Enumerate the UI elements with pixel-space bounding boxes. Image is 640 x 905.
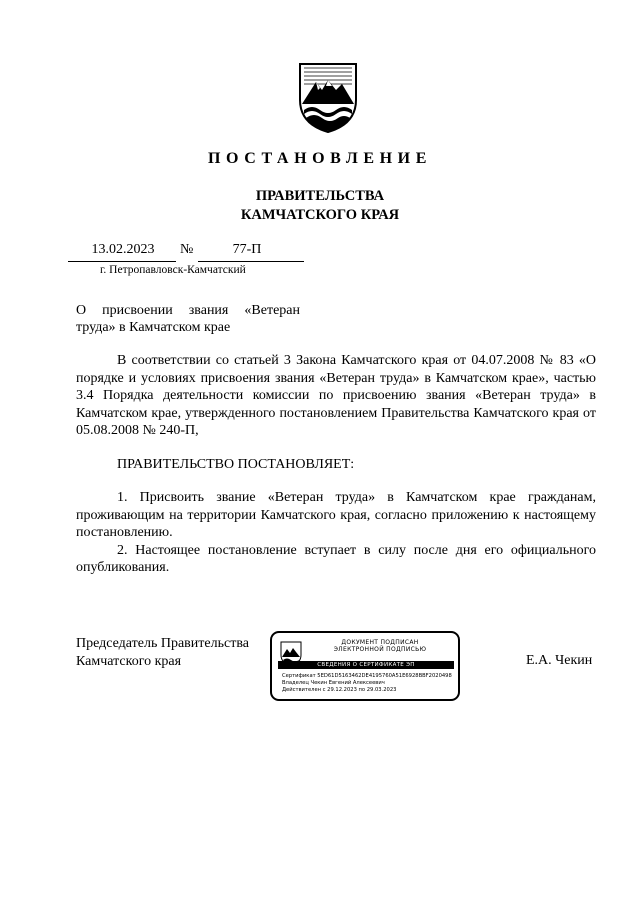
certificate-owner: Владелец Чекин Евгений Алексеевич [282,680,385,686]
stamp-title [306,639,454,653]
certificate-details [282,673,457,694]
document-type-title: ПОСТАНОВЛЕНИЕ [208,150,432,167]
certificate-info-header: СВЕДЕНИЯ О СЕРТИФИКАТЕ ЭП [278,661,454,669]
signatory-name: Е.А. Чекин [526,653,593,668]
issuing-authority [0,187,640,225]
stamp-title-line-1: ДОКУМЕНТ ПОДПИСАН [341,639,419,646]
decree-item-1: 1. Присвоить звание «Ветеран труда» в Камчатском крае гражданам, проживающим на территории Камчатского края, согласно приложению к настоящему постановлению. [76,490,596,540]
decree-item-2: 2. Настоящее постановление вступает в силу после дня его официального опубликования. [76,542,596,575]
certificate-serial: Сертификат 5ED61D5163462DE4195760A51E6928BBF2020498 [282,673,452,679]
preamble-paragraph: В соответствии со статьей 3 Закона Камчатского края от 04.07.2008 № 83 «О порядке и условиях присвоения звания «Ветеран труда» в Камчатском крае», частью 3.4 Порядка деятельности комиссии по присвоению звания «Ветеран труда» в Камчатском крае, утвержденного постановлением Правительства Камчатского края от 05.08.2008 № 240-П, [76,353,596,438]
stamp-title-line-2: ЭЛЕКТРОННОЙ ПОДПИСЬЮ [333,646,427,653]
preamble-block [76,352,596,440]
decree-items [76,489,596,577]
decree-statement: ПРАВИТЕЛЬСТВО ПОСТАНОВЛЯЕТ: [117,457,355,472]
authority-line-2: КАМЧАТСКОГО КРАЯ [240,207,400,223]
authority-line-1: ПРАВИТЕЛЬСТВА [255,188,385,204]
date-underline [68,261,176,262]
number-sign: № [180,242,194,257]
document-number: 77-П [232,242,262,257]
position-line-2: Камчатского края [76,654,182,669]
signatory-position [76,635,249,671]
number-underline [198,261,304,262]
issue-city: г. Петропавловск-Камчатский [100,264,246,276]
electronic-signature-stamp [270,631,460,701]
certificate-validity: Действителен с 29.12.2023 по 29.03.2023 [282,687,397,693]
document-subject: О присвоении звания «Ветеран труда» в Камчатском крае [76,303,300,335]
document-date: 13.02.2023 [91,242,155,257]
position-line-1: Председатель Правительства [76,636,249,651]
coat-of-arms-icon [296,60,360,134]
